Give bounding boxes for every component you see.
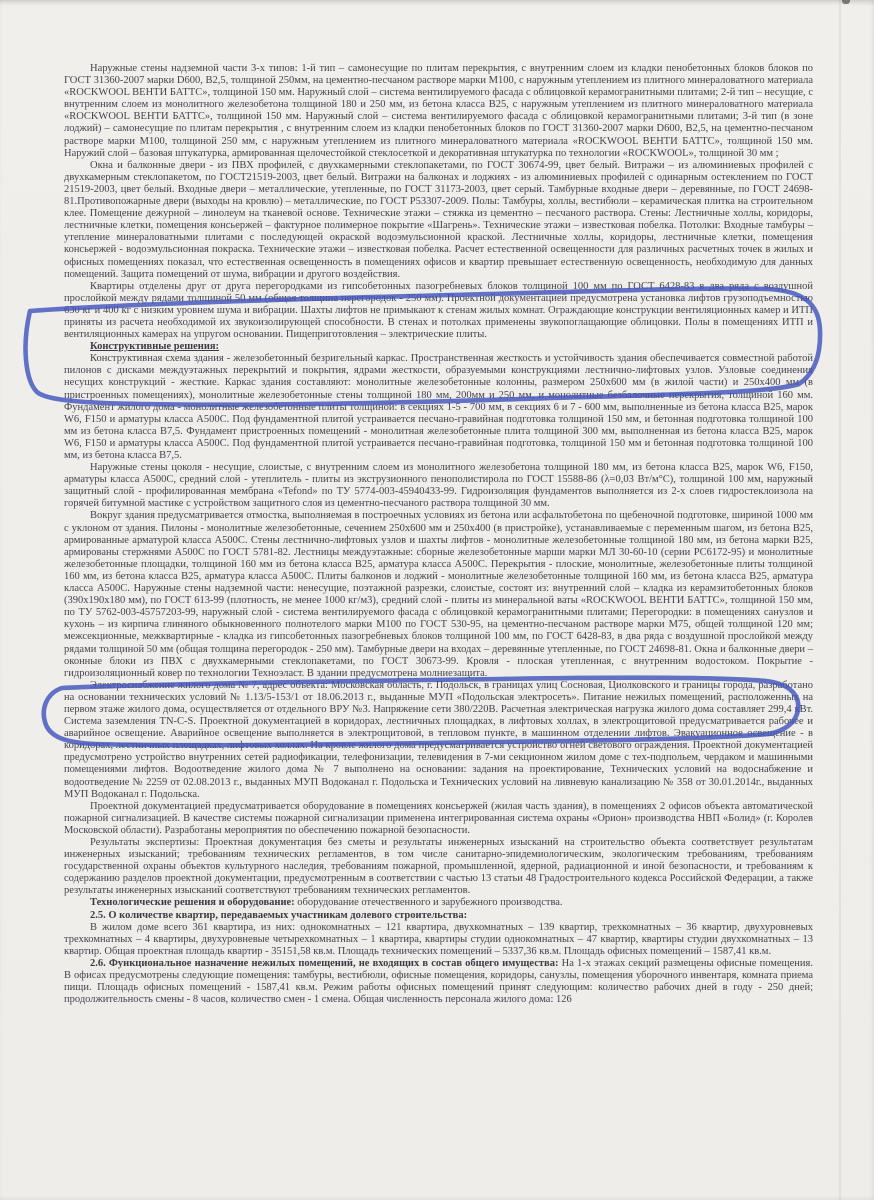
paragraph-segment: Вокруг здания предусматривается отмостка, выполняемая в построечных условиях из бетона или асфальтобетона по щебеночной подготовке, шириной 1000 мм с уклоном от здания. Пилоны - монолитные железобетонные, сечением 250х600 мм и 250х400 (в пристройке), устанавливаемые с переменным шагом, из бетона В25, армированные арматурой класса А500С. Стены лестнично-лифтовых узлов и шахты лифтов - монолитные железобетонные толщиной 180 мм, из бетона марки В25, армированы стержнями А500С по ГОСТ 5781-82. Лестницы междуэтажные: сборные железобетонные марши марки МЛ 30-60-10 (серии РС6172-95) и монолитные железобетонные площадки, толщиной 160 мм из бетона класса В25, арматура класса А500С. Перекрытия - плоские, монолитные, железобетонные плиты толщиной 160 мм, из бетона класса В25, арматура класса А500С. Плиты балконов и лоджий - монолитные железобетонные толщиной 160 мм, из бетона класса В25, арматура класса А500С. Наружные стены надземной части: ненесущие, поэтажной разрезки, слоистые, состоят из: внутренний слой – кладка из керамзитобетонных блоков (390х190х180 мм), по ГОСТ 613-99 (плотность, не менее 1000 кг/м3), средний слой - плиты из минеральной ваты «ROCKWOOL ВЕНТИ БАТТС», толщиной 150 мм, по ТУ 5762-003-45757203-99, наружный слой - система вентилируемого фасада с облицовкой керамогранитными плитами; Перегородки: в помещениях санузлов и кухонь – из кирпича глиняного обыкновенного полнотелого марки М100 по ГОСТ 530-95, на цементно-песчаном растворе марки М75, общей толщиной 120 мм; межсекционные, межквартирные - кладка из гипсобетонных пазогребневых блоков толщиной 100 мм, по ГОСТ 6428-83, в два ряда с воздушной прослойкой между рядами толщиной 50 мм (общая толщина перегородок - 250 мм). Тамбурные двери на входах – деревянные утепленные, по ГОСТ 24698-81. Окна и балконные двери – оконные блоки из ПВХ с двухкамерными стеклопакетами, по ГОСТ 30673-99. Кровля - плоская утепленная, с внутренним водостоком. Покрытие - гидроизоляционный ковер по технологии Техноэласт. В здании предусмотрена молниезащита. — [64, 510, 813, 679]
paragraph — [64, 281, 813, 341]
paragraph-segment: В жилом доме всего 361 квартира, из них: однокомнатных – 121 квартира, двухкомнатных – 139 квартир, трехкомнатных – 36 квартир, двухуровневых трехкомнатных – 4 квартиры, двухуровневые четырехкомнатных – 1 квартира, квартиры студии однокомнатных – 47 квартир, квартиры студии двухкомнатных – 13 квартир. Общая проектная площадь квартир - 35151,58 кв.м. Площадь технических помещений – 5337,36 кв.м. Площадь офисных помещений – 1587,41 кв.м. — [64, 921, 813, 957]
paragraph — [64, 801, 813, 837]
paragraph — [64, 341, 813, 353]
paragraph — [64, 897, 813, 909]
paragraph — [64, 510, 813, 679]
paragraph-bold-segment: 2.5. О количестве квартир, передаваемых участникам долевого строительства: — [90, 909, 468, 921]
paragraph — [64, 462, 813, 510]
paragraph-bold-segment: 2.6. Функциональное назначение нежилых помещений, не входящих в состав общего имущества: — [90, 957, 559, 969]
paragraph-segment: Квартиры отделены друг от друга перегородками из гипсобетонных пазогребневых блоков толщиной 100 мм по ГОСТ 6428-83 в два ряда с воздушной прослойкой между рядами толщиной 50 мм (общая толщина перегородок - 250 мм). Проектной документацией предусмотрена установка лифтов грузоподъемностью 630 кг и 400 кг с низким уровнем шума и вибрации. Шахты лифтов не примыкают к стенам жилых комнат. Ограждающие конструкции вентиляционных камер и ИТП приняты из расчета необходимой их звукоизолирующей способности. В стенах и потолках применены звукопоглащающие облицовки. Полы в помещениях ИТП и вентиляционных камерах на упругом основании. Пищеприготовления – электрические плиты. — [64, 280, 813, 341]
scan-fold-line — [839, 0, 841, 1200]
paragraph — [64, 160, 813, 281]
paragraph-segment: Окна и балконные двери - из ПВХ профилей, с двухкамерными стеклопакетами, по ГОСТ 30674-99, цвет белый. Витражи – из алюминиевых профилей с двухкамерным стеклопакетом, по ГОСТ21519-2003, цвет белый. Витражи на балконах и лоджиях - из алюминиевых профилей с одинарным остеклением по ГОСТ 21519-2003, цвет белый. Входные двери – металлические, утепленные, по ГОСТ 31173-2003, цвет серый. Тамбурные входные двери – деревянные, по ГОСТ 24698-81.Противопожарные двери (выходы на кровлю) – металлические, по ГОСТ Р53307-2009. Полы: Тамбуры, холлы, вестибюли – керамическая плитка на строительном клее. Помещение дежурной – линолеум на тканевой основе. Технические этажи – стяжка из цементно – песчаного раствора. Стены: Лестничные холлы, коридоры, лестничные клетки, помещения консьержей – фактурное полимерное покрытие «Шагрень». Технические этажи – известковая побелка. Потолки: Входные тамбуры – утепление минераловатными плитами с последующей окраской водоэмульсионной краской. Лестничные холлы, коридоры, лестничные клетки, помещения консьержей - водоэмульсионная покраска. Технические этажи – известковая побелка. Расчет естественной освещенности для различных расчетных точек в жилых и офисных помещениях показал, что естественная освещенность в помещениях офисов и квартир превышает естественную освещенность, необходимую для данных помещений. Защита помещений от шума, вибрации и другого воздействия. — [64, 159, 813, 280]
paragraph-segment: На 1-х этажах секций размещены офисные помещения. В офисах предусмотрены следующие помещения: тамбуры, вестибюли, офисные помещения, коридоры, санузлы, помещения уборочного инвентаря, комната приема пищи. Площадь офисных помещений - 1587,41 кв.м. Режим работы офисных помещений принят следующим: количество рабочих дней в году - 250 дней; продолжительность смены - 8 часов, количество смен - 1 смена. Общая численность персонала жилого дома: 126 — [64, 957, 813, 1006]
paragraph-bold-segment: Технологические решения и оборудование: — [90, 897, 295, 909]
paragraph — [64, 680, 813, 801]
paragraph — [64, 837, 813, 897]
paragraph — [64, 910, 813, 922]
paragraph-segment: Проектной документацией предусматривается оборудование в помещениях консьержей (жилая часть здания), в помещениях 2 офисов объекта автоматической пожарной сигнализацией. В качестве системы пожарной сигнализации применена интегрированная система охраны «Орион» производства НВП «Болид» (г. Королев Московской области). Разработаны мероприятия по обеспечению пожарной безопасности. — [64, 800, 813, 836]
document-text-block — [64, 63, 813, 1006]
paragraph-segment: Наружные стены надземной части 3-х типов: 1-й тип – самонесущие по плитам перекрытия, с внутренним слоем из кладки пенобетонных блоков блоков по ГОСТ 31360-2007 марки D600, В2,5, толщиной 250мм, на цементно-песчаном растворе марки М100, с наружным утеплением из плитного минераловатного материала «ROCKWOOL ВЕНТИ БАТТС», толщиной 150 мм. Наружный слой – система вентилируемого фасада с облицовкой керамогранитными плитами; 2-й тип – несущие, с внутренним слоем из монолитного железобетона толщиной 180 и 250 мм, из бетона класса В25, с наружным утеплением из плитного минераловатного материала «ROCKWOOL ВЕНТИ БАТТС», толщиной 150 мм. Наружный слой – система вентилируемого фасада с облицовкой керамогранитными плитами; 3-й тип (в зоне лоджий) – самонесущие по плитам перекрытия , с внутренним слоем из кладки пенобетонных блоков по ГОСТ 31360-2007 марки D600, В2,5, на цементно-песчаном растворе марки М100, толщиной 250 мм, с наружным утеплением из плитного минераловатного материала «ROCKWOOL ВЕНТИ БАТТС», толщиной 150 мм. Наружий слой – базовая штукатурка, армированная щелочестойкой стеклосеткой и декоративная штукатурка по технологии «ROCKWOOL», толщиной 30 мм ; — [64, 63, 813, 159]
paragraph-segment: Наружные стены цоколя - несущие, слоистые, с внутренним слоем из монолитного железобетона толщиной 180 мм, из бетона класса В25, марок W6, F150, арматуры класса А500С, средний слой - утеплитель - плиты из экструзионного пенополистирола по ГОСТ 15588-86 (λ=0,03 Вт/м°С), толщиной 100 мм, наружный защитный слой - профилированная мембрана «Tefond» по ТУ 5774-003-45940433-99. Гидроизоляция фундаментов выполняется из 2-х слоев гидростеклоизола на горячей битумной мастике с устройством защитного слоя из цементно-песчаного раствора толщиной 30 мм. — [64, 462, 813, 510]
paragraph — [64, 63, 813, 160]
paragraph — [64, 353, 813, 462]
paragraph — [64, 958, 813, 1006]
paragraph-segment: Электроснабжение жилого дома № 7, адрес объекта: Московская область, г. Подольск, в границах улиц Сосновая, Циолковского и границы города, разработано на основании технических условий № 1.13/5-153/1 от 18.06.2013 г., выданные МУП «Подольская электросеть». Питание нежилых помещений, расположенных на первом этаже жилого дома, осуществляется от отдельного ВРУ №3. Напряжение сети 380/220В. Расчетная электрическая нагрузка жилого дома составляет 299,4 кВт. Система заземления TN-C-S. Проектной документацией в коридорах, лестничных площадках, в лифтовых холлах, в электрощитовой предусматривается рабочее и аварийное освещение. Аварийное освещение выполняется в электрощитовой, в тепловом пункте, в машинном отделении лифтов. Эвакуационное освещение - в коридорах, лестничных площадках, лифтовых холлах. На кровле жилого дома предусматривается устройство огней светового ограждения. Проектной документацией предусмотрено устройство внутренних сетей радиофикации, телефонизации, телевидения в 7-ми секционном жилом доме с тех-подпольем, чердаком и машинными помещениями лифтов. Водоотведение жилого дома № 7 выполнено на основании: задания на проектирование, Технических условий на водоснабжение и водоотведение № 2259 от 02.08.2013 г., выданных МУП Водоканал г. Подольска и Технических условий на ливневую канализацию № 358 от 30.01.2014г., выданных МУП Водоканал г. Подольска. — [64, 679, 813, 800]
paragraph-segment: Результаты экспертизы: Проектная документация без сметы и результаты инженерных изысканий на строительство объекта соответствует результатам инженерных изысканий; требованиям технических регламентов, в том числе санитарно-эпидемиологическим, экологическим требованиям, требованиям государственной охраны объектов культурного наследия, требованиям пожарной, промышленной, ядерной, радиационной и иной безопасности, и требованиям к содержанию разделов проектной документации, предусмотренным в соответствии с частью 13 статьи 48 Градостроительного кодекса Российской Федерации, а также результаты инженерных изысканий соответствуют требованиям технических регламентов. — [64, 837, 813, 897]
paragraph-segment: оборудование отечественного и зарубежного производства. — [294, 897, 563, 909]
paragraph — [64, 922, 813, 958]
scan-corner-artifact — [842, 0, 850, 4]
paragraph-segment: Конструктивная схема здания - железобетонный безригельный каркас. Пространственная жесткость и устойчивость здания обеспечивается совместной работой пилонов с дисками междуэтажных перекрытий и покрытия, ядрами жесткости, образуемыми конструкциями лестнично-лифтовых узлов. Узловые соединения несущих конструкций - жесткие. Каркас здания составляют: монолитные железобетонные колонны, размером 250х600 мм (в жилой части) и 250х400 мм (в пристроенных помещениях), монолитные железобетонные стены толщиной 180 мм, 200мм и 250 мм, и монолитные безбалочные перекрытия, толщиной 160 мм. Фундамент жилого дома - монолитные железобетонные плиты толщиной: в секциях 1-5 - 700 мм, в секциях 6 и 7 - 600 мм, выполненные из бетона класса В25, марок W6, F150 и арматуры класса А500С. Под фундаментной плитой устраивается песчано-гравийная подготовка толщиной 150 мм, и бетонная подготовка толщиной 100 мм из бетона класса В7,5. Фундамент пристроенных помещений - монолитная железобетонные плита толщиной 300 мм, выполненная из бетона класса В25, марок W6, F150 и арматуры класса А500С. Под фундаментной плитой устраивается песчано-гравийная подготовка, толщиной 150 мм и бетонная подготовка толщиной 100 мм, из бетона класса В7,5. — [64, 353, 813, 461]
paragraph-bold-segment: Конструктивные решения: — [90, 341, 220, 353]
